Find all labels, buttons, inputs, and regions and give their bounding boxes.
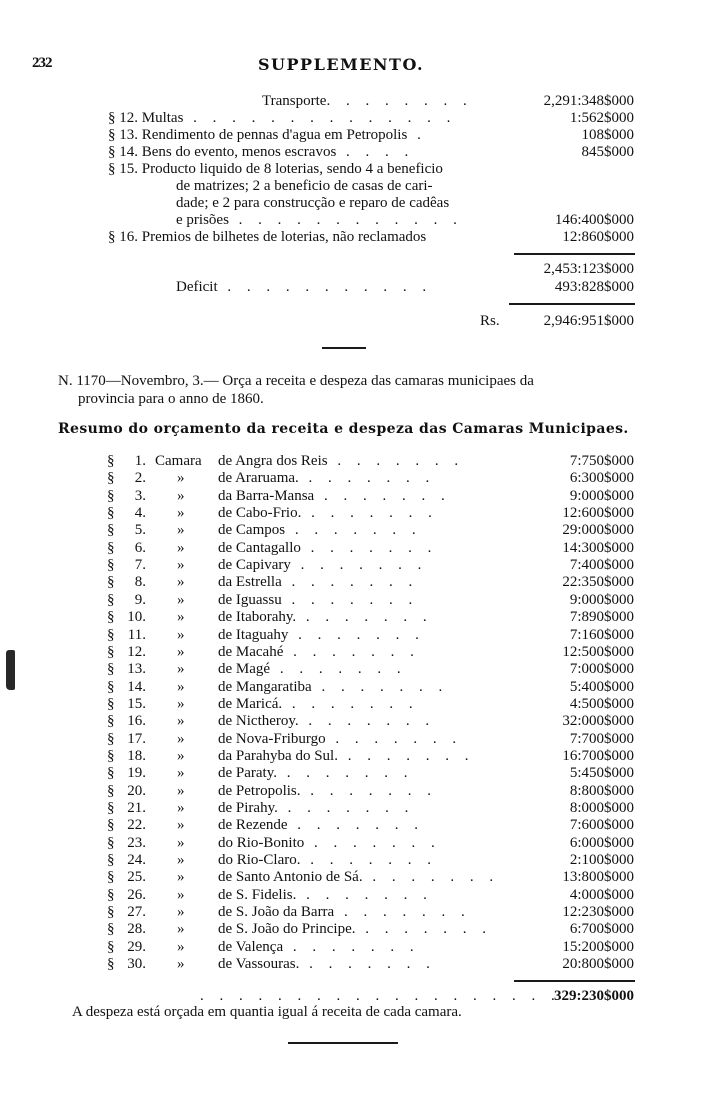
- place-name: de Macahé: [218, 643, 284, 660]
- summary-row: [0, 783, 704, 800]
- row-prefix: »: [177, 557, 185, 574]
- row-number: 5.: [134, 522, 146, 539]
- item-amount: 1:562$000: [569, 110, 634, 126]
- row-amount: 7:000$000: [569, 661, 634, 678]
- section-mark: §: [107, 522, 115, 539]
- row-number: 24.: [127, 852, 146, 869]
- section-mark: §: [107, 574, 115, 591]
- row-number: 12.: [127, 643, 146, 660]
- section-mark: §: [107, 938, 115, 955]
- section-mark: § 14.: [108, 144, 138, 160]
- section-mark: §: [107, 869, 115, 886]
- row-amount: 7:160$000: [569, 626, 634, 643]
- row-prefix: »: [177, 869, 185, 886]
- item-text-continued: de matrizes; 2 a beneficio de casas de cari-: [176, 178, 433, 194]
- row-place: de Cantagallo . . . . . . .: [218, 539, 438, 556]
- end-divider: [288, 1042, 398, 1044]
- summary-row: [0, 574, 704, 591]
- summary-total-row: . . . . . . . . . . . . . . . . . . .: [200, 988, 561, 1004]
- row-number: 27.: [127, 904, 146, 921]
- row-place: de Itaborahy. . . . . . . .: [218, 609, 433, 626]
- place-name: de Valença: [218, 938, 284, 955]
- summary-row: [0, 592, 704, 609]
- row-prefix: »: [177, 609, 185, 626]
- row-number: 2.: [134, 470, 146, 487]
- row-number: 17.: [127, 730, 146, 747]
- summary-row: [0, 505, 704, 522]
- summary-row: [0, 679, 704, 696]
- row-place: de Itaguahy . . . . . . .: [218, 626, 425, 643]
- summary-row: [0, 488, 704, 505]
- row-prefix: »: [177, 487, 185, 504]
- row-prefix: »: [177, 661, 185, 678]
- place-name: de Mangaratiba: [218, 678, 312, 695]
- summary-row: [0, 522, 704, 539]
- summary-row: [0, 609, 704, 626]
- section-mark: §: [107, 834, 115, 851]
- row-number: 1.: [134, 453, 146, 469]
- place-name: de Campos: [218, 522, 286, 539]
- place-name: de Pirahy.: [218, 800, 278, 816]
- row-prefix: »: [177, 626, 185, 643]
- summary-row: [0, 852, 704, 869]
- row-prefix: »: [177, 678, 185, 695]
- row-amount: 22:350$000: [562, 574, 634, 591]
- row-place: de Angra dos Reis . . . . . . .: [218, 453, 465, 469]
- row-number: 8.: [134, 574, 146, 591]
- section-mark: §: [107, 730, 115, 747]
- transporte-amount: 2,291:348$000: [543, 93, 634, 109]
- summary-row: [0, 557, 704, 574]
- row-number: 3.: [134, 487, 146, 504]
- item-amount: 146:400$000: [554, 212, 634, 228]
- place-name: da Estrella: [218, 574, 282, 591]
- section-mark: §: [107, 453, 115, 469]
- row-number: 14.: [127, 678, 146, 695]
- row-prefix: »: [177, 505, 185, 522]
- item-text: Rendimento de pennas d'agua em Petropolis: [141, 127, 408, 143]
- section-mark: § 15.: [108, 161, 138, 177]
- row-place: de Petropolis. . . . . . . .: [218, 782, 437, 799]
- row-number: 25.: [127, 869, 146, 886]
- deficit-amount: 493:828$000: [554, 279, 634, 295]
- row-amount: 16:700$000: [562, 747, 634, 764]
- section-mark: §: [107, 695, 115, 712]
- row-prefix: »: [177, 713, 185, 730]
- row-number: 22.: [127, 817, 146, 834]
- decree-line-2: provincia para o anno de 1860.: [78, 391, 264, 407]
- summary-row: [0, 661, 704, 678]
- row-number: 30.: [127, 956, 146, 973]
- row-amount: 8:800$000: [569, 782, 634, 799]
- place-name: de S. Fidelis.: [218, 886, 297, 903]
- summary-row: [0, 453, 704, 470]
- receipt-item: [108, 229, 426, 246]
- section-mark: §: [107, 661, 115, 678]
- row-place: de Macahé . . . . . . .: [218, 643, 420, 660]
- place-name: de Iguassu: [218, 591, 282, 608]
- place-name: de S. João do Principe.: [218, 921, 356, 938]
- place-name: de Santo Antonio de Sá.: [218, 869, 363, 886]
- place-name: de Maricá.: [218, 695, 283, 712]
- receipt-item: § 12. Multas . . . . . . . . . . . . . .: [108, 110, 457, 126]
- summary-row: [0, 731, 704, 748]
- row-prefix: »: [177, 470, 185, 487]
- row-number: 11.: [127, 626, 146, 643]
- deficit-row: Deficit . . . . . . . . . . .: [176, 279, 433, 295]
- place-name: da Parahyba do Sul.: [218, 747, 338, 764]
- row-amount: 7:750$000: [569, 453, 634, 469]
- place-name: de Paraty.: [218, 765, 278, 782]
- row-amount: 9:000$000: [569, 487, 634, 504]
- place-name: de Itaguahy: [218, 626, 289, 643]
- place-name: de Petropolis.: [218, 782, 301, 799]
- row-prefix: »: [177, 539, 185, 556]
- summary-row: [0, 887, 704, 904]
- summary-row: [0, 869, 704, 886]
- place-name: de Cantagallo: [218, 539, 301, 556]
- summary-row: [0, 748, 704, 765]
- summary-total-rule: [514, 980, 635, 982]
- row-amount: 12:230$000: [562, 904, 634, 921]
- section-mark: §: [107, 713, 115, 730]
- row-place: de Nova-Friburgo . . . . . . .: [218, 730, 463, 747]
- place-name: de Rezende: [218, 817, 288, 834]
- total-amount: 2,946:951$000: [543, 313, 634, 329]
- section-mark: §: [107, 591, 115, 608]
- row-prefix: »: [177, 591, 185, 608]
- receipt-item: [108, 161, 443, 178]
- row-amount: 7:600$000: [569, 817, 634, 834]
- decree-line-1: N. 1170—Novembro, 3.— Orça a receita e despeza das camaras municipaes da: [58, 373, 534, 389]
- section-mark: §: [107, 487, 115, 504]
- summary-row: [0, 835, 704, 852]
- row-number: 20.: [127, 782, 146, 799]
- row-place: de Mangaratiba . . . . . . .: [218, 678, 449, 695]
- summary-row: [0, 540, 704, 557]
- row-place: de S. João do Principe. . . . . . . .: [218, 921, 492, 938]
- row-prefix: »: [177, 904, 185, 921]
- row-prefix: »: [177, 695, 185, 712]
- transporte-label: Transporte: [262, 93, 327, 109]
- section-mark: § 12.: [108, 110, 138, 126]
- summary-row: [0, 956, 704, 973]
- row-amount: 32:000$000: [562, 713, 634, 730]
- row-prefix: »: [177, 938, 185, 955]
- row-prefix: »: [177, 852, 185, 869]
- row-place: de Cabo-Frio. . . . . . . .: [218, 505, 438, 522]
- place-name: de Angra dos Reis: [218, 453, 328, 469]
- row-number: 26.: [127, 886, 146, 903]
- item-text-continued: dade; e 2 para construcção e reparo de cadêas: [176, 195, 450, 211]
- summary-row: [0, 921, 704, 938]
- row-place: da Barra-Mansa . . . . . . .: [218, 487, 451, 504]
- row-number: 28.: [127, 921, 146, 938]
- summary-row: [0, 713, 704, 730]
- row-place: de Maricá. . . . . . . .: [218, 695, 419, 712]
- place-name: do Rio-Claro.: [218, 852, 301, 869]
- place-name: de Magé: [218, 661, 271, 678]
- summary-title: Resumo do orçamento da receita e despeza das Camaras Municipaes.: [58, 421, 629, 437]
- row-number: 29.: [127, 938, 146, 955]
- place-name: de Araruama.: [218, 470, 299, 487]
- row-number: 19.: [127, 765, 146, 782]
- row-prefix: »: [177, 782, 185, 799]
- row-amount: 5:450$000: [569, 765, 634, 782]
- closing-note: A despeza está orçada em quantia igual á receita de cada camara.: [72, 1004, 462, 1020]
- receipt-item: § 14. Bens do evento, menos escravos . . . .: [108, 144, 415, 160]
- row-amount: 6:300$000: [569, 470, 634, 487]
- row-place: de Paraty. . . . . . . .: [218, 765, 414, 782]
- section-mark: §: [107, 609, 115, 626]
- item-text: Producto liquido de 8 loterias, sendo 4 a beneficio: [141, 161, 443, 177]
- row-place: de Araruama. . . . . . . .: [218, 470, 436, 487]
- place-name: de Cabo-Frio.: [218, 505, 302, 522]
- subtotal-amount: 2,453:123$000: [543, 261, 634, 277]
- row-prefix: »: [177, 886, 185, 903]
- page-number: 232: [32, 55, 52, 71]
- place-name: de Itaborahy.: [218, 609, 297, 626]
- row-amount: 12:600$000: [562, 505, 634, 522]
- summary-total-amount: 329:230$000: [554, 988, 634, 1004]
- section-mark: §: [107, 626, 115, 643]
- row-number: 13.: [127, 661, 146, 678]
- section-mark: §: [107, 747, 115, 764]
- summary-row: [0, 939, 704, 956]
- receipt-item: § 13. Rendimento de pennas d'agua em Petropolis .: [108, 127, 427, 143]
- total-rule: [509, 303, 635, 305]
- row-prefix: »: [177, 574, 185, 591]
- section-mark: §: [107, 505, 115, 522]
- row-place: de Valença . . . . . . .: [218, 938, 420, 955]
- row-amount: 7:400$000: [569, 557, 634, 574]
- place-name: do Rio-Bonito: [218, 834, 305, 851]
- row-prefix: »: [177, 765, 185, 782]
- row-place: de S. João da Barra . . . . . . .: [218, 904, 471, 921]
- item-text-continued: e prisões . . . . . . . . . . . .: [176, 212, 463, 228]
- row-amount: 15:200$000: [562, 938, 634, 955]
- row-place: da Parahyba do Sul. . . . . . . .: [218, 747, 475, 764]
- place-name: de Vassouras.: [218, 956, 300, 973]
- total-label: Rs.: [480, 313, 500, 329]
- row-amount: 13:800$000: [562, 869, 634, 886]
- row-amount: 6:700$000: [569, 921, 634, 938]
- row-amount: 2:100$000: [569, 852, 634, 869]
- summary-row: [0, 904, 704, 921]
- row-prefix: »: [177, 956, 185, 973]
- sum-rule: [514, 253, 635, 255]
- row-number: 23.: [127, 834, 146, 851]
- section-mark: § 13.: [108, 127, 138, 143]
- section-mark: §: [107, 678, 115, 695]
- row-number: 7.: [134, 557, 146, 574]
- row-prefix: »: [177, 522, 185, 539]
- section-mark: § 16.: [108, 229, 138, 245]
- section-mark: §: [107, 765, 115, 782]
- row-amount: 9:000$000: [569, 591, 634, 608]
- row-place: de Iguassu . . . . . . .: [218, 591, 419, 608]
- summary-row: [0, 627, 704, 644]
- row-prefix: »: [177, 921, 185, 938]
- row-number: 16.: [127, 713, 146, 730]
- summary-row: [0, 817, 704, 834]
- row-amount: 14:300$000: [562, 539, 634, 556]
- row-amount: 8:000$000: [569, 800, 634, 816]
- row-amount: 5:400$000: [569, 678, 634, 695]
- row-prefix: »: [177, 817, 185, 834]
- section-mark: §: [107, 539, 115, 556]
- section-mark: §: [107, 817, 115, 834]
- row-amount: 29:000$000: [562, 522, 634, 539]
- row-number: 6.: [134, 539, 146, 556]
- section-mark: §: [107, 800, 115, 816]
- summary-row: [0, 800, 704, 817]
- place-name: de Capivary: [218, 557, 291, 574]
- row-prefix: »: [177, 643, 185, 660]
- item-amount: 12:860$000: [562, 229, 634, 245]
- row-place: de Pirahy. . . . . . . .: [218, 800, 415, 816]
- place-name: de Nictheroy.: [218, 713, 299, 730]
- section-divider: [322, 347, 366, 349]
- row-place: do Rio-Claro. . . . . . . .: [218, 852, 437, 869]
- section-mark: §: [107, 470, 115, 487]
- item-text: Bens do evento, menos escravos: [141, 144, 337, 160]
- row-amount: 4:500$000: [569, 695, 634, 712]
- row-place: de Rezende . . . . . . .: [218, 817, 425, 834]
- item-text: Premios de bilhetes de loterias, não reclamados: [141, 229, 427, 245]
- row-amount: 7:700$000: [569, 730, 634, 747]
- section-mark: §: [107, 956, 115, 973]
- section-mark: §: [107, 782, 115, 799]
- row-place: de Santo Antonio de Sá. . . . . . . .: [218, 869, 500, 886]
- row-amount: 12:500$000: [562, 643, 634, 660]
- row-number: 4.: [134, 505, 146, 522]
- row-amount: 7:890$000: [569, 609, 634, 626]
- row-amount: 6:000$000: [569, 834, 634, 851]
- row-place: de Magé . . . . . . .: [218, 661, 407, 678]
- row-prefix: »: [177, 800, 185, 816]
- section-mark: §: [107, 643, 115, 660]
- row-number: 21.: [127, 800, 146, 816]
- row-amount: 4:000$000: [569, 886, 634, 903]
- row-place: de Vassouras. . . . . . . .: [218, 956, 436, 973]
- place-name: da Barra-Mansa: [218, 487, 315, 504]
- row-place: do Rio-Bonito . . . . . . .: [218, 834, 441, 851]
- row-prefix: »: [177, 730, 185, 747]
- section-mark: §: [107, 904, 115, 921]
- summary-row: [0, 644, 704, 661]
- item-amount: 108$000: [581, 127, 634, 143]
- section-mark: §: [107, 886, 115, 903]
- place-name: de Nova-Friburgo: [218, 730, 326, 747]
- section-mark: §: [107, 921, 115, 938]
- summary-row: [0, 696, 704, 713]
- item-text: Multas: [141, 110, 184, 126]
- row-prefix: Camara: [155, 453, 202, 469]
- row-amount: 20:800$000: [562, 956, 634, 973]
- row-place: de Campos . . . . . . .: [218, 522, 422, 539]
- place-name: de S. João da Barra: [218, 904, 335, 921]
- row-number: 15.: [127, 695, 146, 712]
- row-number: 18.: [127, 747, 146, 764]
- row-place: de Capivary . . . . . . .: [218, 557, 428, 574]
- item-text-last: e prisões: [176, 212, 229, 228]
- section-mark: §: [107, 557, 115, 574]
- row-place: de S. Fidelis. . . . . . . .: [218, 886, 433, 903]
- transporte-row: Transporte. . . . . . . .: [262, 93, 473, 109]
- row-prefix: »: [177, 834, 185, 851]
- row-place: de Nictheroy. . . . . . . .: [218, 713, 436, 730]
- section-mark: §: [107, 852, 115, 869]
- row-prefix: »: [177, 747, 185, 764]
- row-place: da Estrella . . . . . . .: [218, 574, 419, 591]
- deficit-label: Deficit: [176, 279, 218, 295]
- item-amount: 845$000: [581, 144, 634, 160]
- row-number: 9.: [134, 591, 146, 608]
- summary-row: [0, 470, 704, 487]
- running-title: SUPPLEMENTO.: [258, 55, 425, 74]
- row-number: 10.: [127, 609, 146, 626]
- summary-row: [0, 765, 704, 782]
